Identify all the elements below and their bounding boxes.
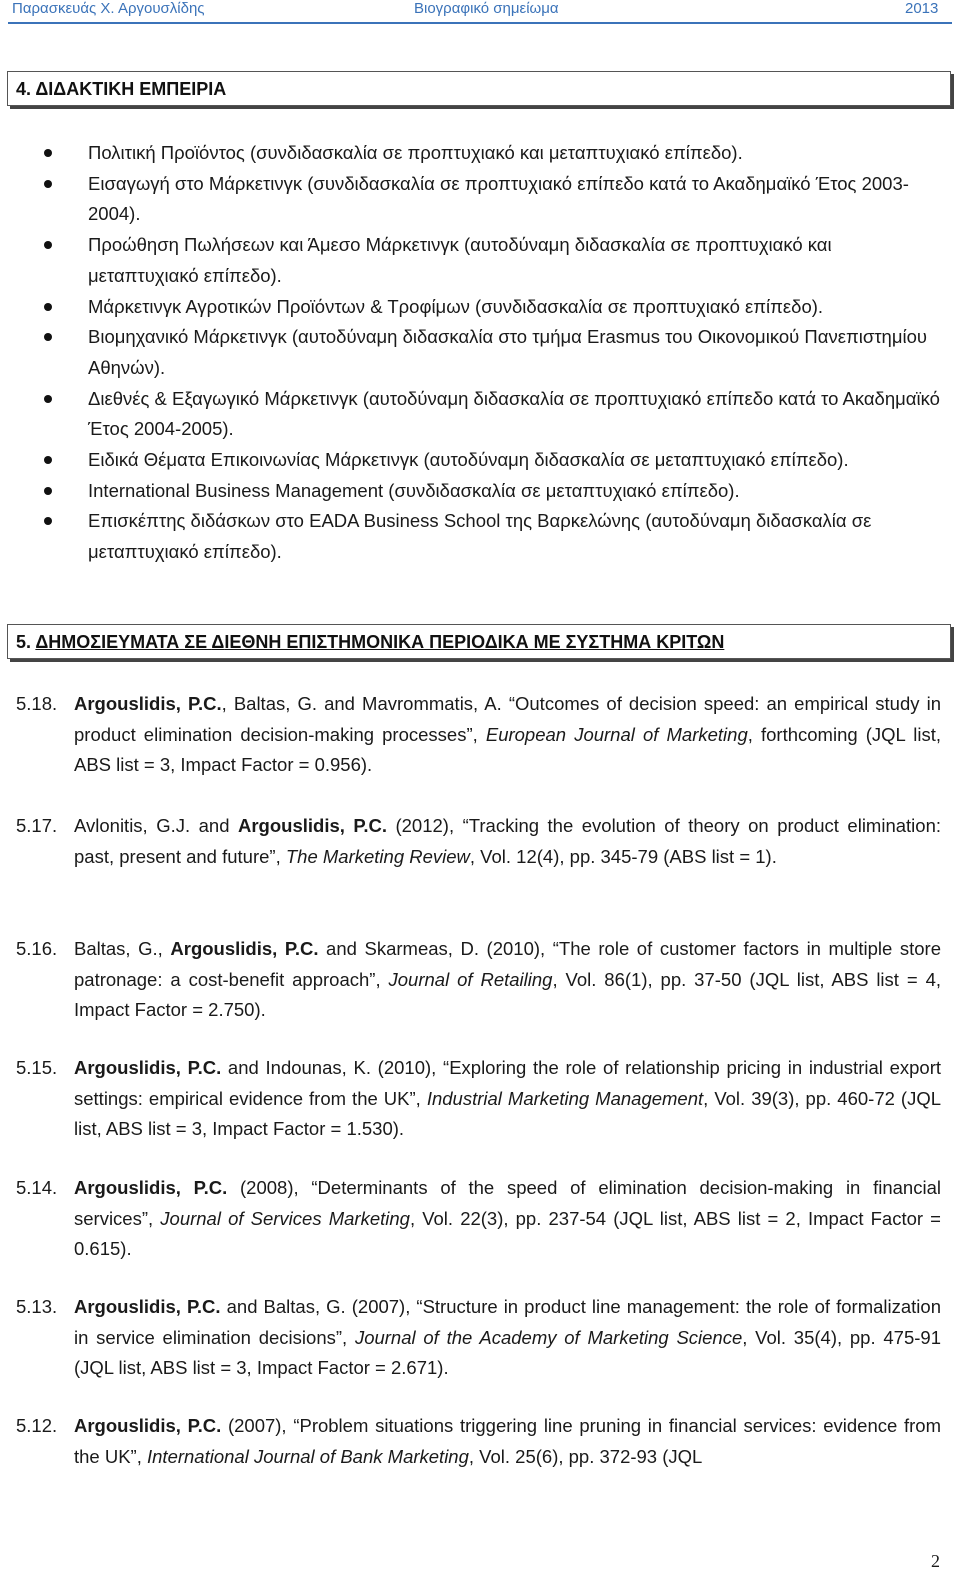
- section-5-title: 5. ΔΗΜΟΣΙΕΥΜΑΤΑ ΣΕ ΔΙΕΘΝΗ ΕΠΙΣΤΗΜΟΝΙΚΑ ΠΕΡΙΟΔΙΚΑ ΜΕ ΣΥΣΤΗΜΑ ΚΡΙΤΩΝ: [16, 632, 725, 652]
- list-item: Διεθνές & Εξαγωγικό Μάρκετινγκ (αυτοδύναμη διδασκαλία σε προπτυχιακό επίπεδο κατά το Ακαδημαϊκό Έτος 2004-2005).: [0, 384, 960, 445]
- publication-entry: 5.16. Baltas, G., Argouslidis, P.C. and Skarmeas, D. (2010), “The role of customer factors in multiple store patronage: a cost-benefit approach”, Journal of Retailing, Vol. 86(1), pp. 37-50 (JQL list, ABS list = 4, Impact Factor = 2.750).: [16, 934, 941, 1026]
- bullet-icon: [44, 303, 52, 311]
- bullet-icon: [44, 517, 52, 525]
- list-item: International Business Management (συνδιδασκαλία σε μεταπτυχιακό επίπεδο).: [0, 476, 960, 507]
- bullet-icon: [44, 395, 52, 403]
- section-4-heading-box: [7, 71, 951, 106]
- teaching-experience-list: [0, 138, 960, 568]
- publication-number: 5.13.: [16, 1296, 58, 1317]
- list-item: Προώθηση Πωλήσεων και Άμεσο Μάρκετινγκ (αυτοδύναμη διδασκαλία σε προπτυχιακό και μεταπτυχιακό επίπεδο).: [0, 230, 960, 291]
- list-item: Μάρκετινγκ Αγροτικών Προϊόντων & Τροφίμων (συνδιδασκαλία σε προπτυχιακό επίπεδο).: [0, 292, 960, 323]
- publication-number: 5.15.: [16, 1057, 58, 1078]
- list-item: Επισκέπτης διδάσκων στο EADA Business School της Βαρκελώνης (αυτοδύναμη διδασκαλία σε μεταπτυχιακό επίπεδο).: [0, 506, 960, 567]
- header-author: Παρασκευάς Χ. Αργουσλίδης: [12, 0, 205, 17]
- publication-entry: 5.14. Argouslidis, P.C. (2008), “Determinants of the speed of elimination decision-making in financial services”, Journal of Services Marketing, Vol. 22(3), pp. 237-54 (JQL list, ABS list = 2, Impact Factor = 0.615).: [16, 1173, 941, 1265]
- publication-number: 5.16.: [16, 938, 58, 959]
- publication-entry: 5.13. Argouslidis, P.C. and Baltas, G. (2007), “Structure in product line management: the role of formalization in service elimination decisions”, Journal of the Academy of Marketing Science, Vol. 35(4), pp. 475-91 (JQL list, ABS list = 3, Impact Factor = 2.671).: [16, 1292, 941, 1384]
- publication-entry: 5.12. Argouslidis, P.C. (2007), “Problem situations triggering line pruning in financial services: evidence from the UK”, International Journal of Bank Marketing, Vol. 25(6), pp. 372-93 (JQL: [16, 1411, 941, 1472]
- list-item: Ειδικά Θέματα Επικοινωνίας Μάρκετινγκ (αυτοδύναμη διδασκαλία σε μεταπτυχιακό επίπεδο).: [0, 445, 960, 476]
- publication-number: 5.17.: [16, 815, 58, 836]
- publication-entry: 5.15. Argouslidis, P.C. and Indounas, K. (2010), “Exploring the role of relationship pricing in industrial export settings: empirical evidence from the UK”, Industrial Marketing Management, Vol. 39(3), pp. 460-72 (JQL list, ABS list = 3, Impact Factor = 1.530).: [16, 1053, 941, 1145]
- bullet-icon: [44, 241, 52, 249]
- list-item: Εισαγωγή στο Μάρκετινγκ (συνδιδασκαλία σε προπτυχιακό επίπεδο κατά το Ακαδημαϊκό Έτος 2003-2004).: [0, 169, 960, 230]
- publication-number: 5.18.: [16, 693, 58, 714]
- bullet-icon: [44, 180, 52, 188]
- bullet-icon: [44, 456, 52, 464]
- publication-entry: 5.18. Argouslidis, P.C., Baltas, G. and Mavrommatis, A. “Outcomes of decision speed: an empirical study in product elimination decision-making processes”, European Journal of Marketing, forthcoming (JQL list, ABS list = 3, Impact Factor = 0.956).: [16, 689, 941, 781]
- bullet-icon: [44, 487, 52, 495]
- list-item: Πολιτική Προϊόντος (συνδιδασκαλία σε προπτυχιακό και μεταπτυχιακό επίπεδο).: [0, 138, 960, 169]
- section-5-heading-box: [7, 624, 951, 659]
- header-document-title: Βιογραφικό σημείωμα: [414, 0, 559, 17]
- section-4-title: 4. ΔΙΔΑΚΤΙΚΗ ΕΜΠΕΙΡΙΑ: [16, 79, 227, 99]
- publication-number: 5.14.: [16, 1177, 58, 1198]
- page-number: 2: [931, 1551, 940, 1571]
- header-divider: [8, 22, 952, 24]
- list-item: Βιομηχανικό Μάρκετινγκ (αυτοδύναμη διδασκαλία στο τμήμα Erasmus του Οικονομικού Πανεπιστημίου Αθηνών).: [0, 322, 960, 383]
- bullet-icon: [44, 149, 52, 157]
- page-header: [0, 0, 960, 20]
- bullet-icon: [44, 333, 52, 341]
- header-year: 2013: [905, 0, 939, 17]
- publication-entry: 5.17. Avlonitis, G.J. and Argouslidis, P.C. (2012), “Tracking the evolution of theory on product elimination: past, present and future”, The Marketing Review, Vol. 12(4), pp. 345-79 (ABS list = 1).: [16, 811, 941, 872]
- publication-number: 5.12.: [16, 1415, 58, 1436]
